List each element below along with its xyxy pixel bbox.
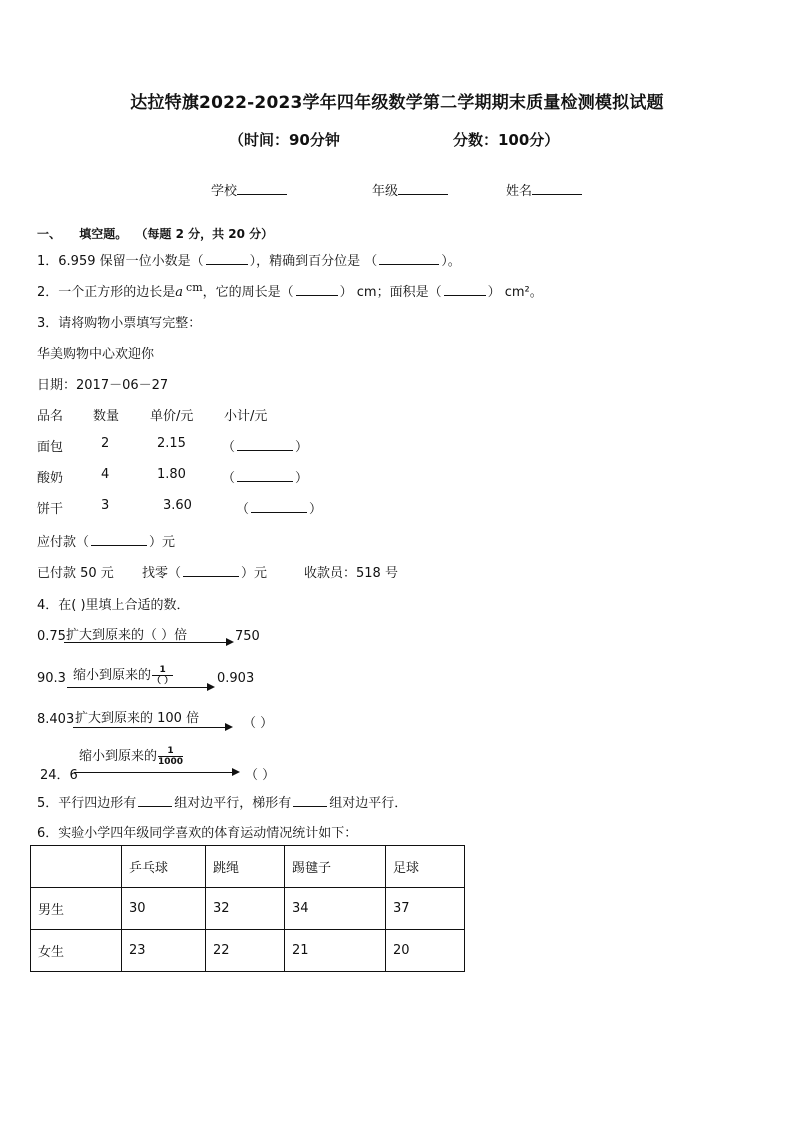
receipt-header-qty: 数量 [93,409,120,424]
section-title: 填空题。 [79,227,128,241]
q4-r4-from: 24．6 [40,768,78,783]
change-unit: ）元 [241,566,268,581]
sports-stats-table [30,845,465,972]
q2-text-a: 2．一个正方形的边长是 [37,285,176,300]
q4-r1-arrow [64,642,232,643]
table-header-cell: 跳绳 [206,846,285,888]
table-cell: 20 [386,930,465,972]
q4-prompt: 4．在( )里填上合适的数． [37,598,190,613]
receipt-subtotal-field[interactable]: （ ） [222,471,309,486]
q4-r3-to[interactable]: （ ） [243,716,274,731]
fraction-numerator: 1 [158,746,183,757]
q2-text-d: ） cm²。 [487,285,543,300]
receipt-subtotal-field[interactable]: （ ） [236,502,323,517]
receipt-change [142,562,267,581]
table-cell: 30 [122,888,206,930]
table-header-row [31,846,465,888]
q4-r1-to: 750 [235,629,260,644]
q3-prompt: 3．请将购物小票填写完整： [37,316,202,331]
receipt-subtotal-blank[interactable] [251,500,307,513]
receipt-cashier: 收款员：518 号 [304,566,398,581]
table-cell: 37 [386,888,465,930]
q4-r2-label-group [73,664,173,686]
receipt-header-subtotal: 小计/元 [224,409,268,424]
fraction-denominator: 1000 [158,757,184,767]
receipt-paid: 已付款 50 元 [37,566,114,581]
fraction-numerator: 1 [152,665,173,676]
table-cell: 22 [206,930,285,972]
receipt-item: 面包 [37,440,64,455]
payable-label: 应付款（ [37,535,90,550]
payable-blank[interactable] [91,533,147,546]
q2-blank-2[interactable] [444,283,486,296]
table-cell: 男生 [31,888,122,930]
receipt-price: 3.60 [163,498,192,513]
q1-blank-2[interactable] [379,252,439,265]
table-row [31,930,465,972]
table-header-cell [31,846,122,888]
grade-blank[interactable] [398,182,448,195]
receipt-payable [37,531,175,550]
section-number: 一、 [37,227,62,241]
q4-r2-fraction [152,665,173,686]
table-header-cell: 乒乓球 [122,846,206,888]
name-blank[interactable] [532,182,582,195]
table-header-cell: 踢毽子 [285,846,386,888]
q4-r1-label: 扩大到原来的（ ）倍 [66,628,188,643]
q5-text-a: 5．平行四边形有 [37,796,137,811]
q4-r1-from: 0.75 [37,629,66,644]
receipt-item: 酸奶 [37,471,64,486]
table-row [31,888,465,930]
section-note: （每题 2 分，共 20 分） [135,227,274,241]
exam-time: （时间：90分钟 [229,131,340,149]
q4-r3-arrow [73,727,231,728]
q5-blank-1[interactable] [138,794,172,807]
question-5 [37,792,407,811]
q1-blank-1[interactable] [206,252,248,265]
q6-prompt: 6．实验小学四年级同学喜欢的体育运动情况统计如下： [37,826,358,841]
receipt-price: 2.15 [157,436,186,451]
page-title: 达拉特旗2022-2023学年四年级数学第二学期期末质量检测模拟试题 [130,93,664,113]
receipt-qty: 3 [101,498,110,513]
q5-text-b: 组对边平行，梯形有 [174,796,292,811]
q4-r4-label: 缩小到原来的 [79,749,158,764]
table-cell: 21 [285,930,386,972]
question-1 [37,250,461,269]
grade-field[interactable] [372,180,448,199]
table-cell: 女生 [31,930,122,972]
q4-r4-fraction [158,746,183,767]
question-2 [37,281,543,300]
school-label: 学校 [211,184,238,199]
receipt-header-price: 单价/元 [150,409,194,424]
q4-r2-label: 缩小到原来的 [73,668,152,683]
q2-unit: cm [186,281,203,294]
receipt-header-item: 品名 [37,409,64,424]
table-header-cell: 足球 [386,846,465,888]
q4-r3-label: 扩大到原来的 100 倍 [75,711,200,726]
q2-variable: a [175,285,184,300]
q5-blank-2[interactable] [293,794,327,807]
change-label: 找零（ [142,566,182,581]
change-blank[interactable] [183,564,239,577]
fraction-denominator[interactable]: （ ） [152,676,174,686]
school-blank[interactable] [237,182,287,195]
receipt-subtotal-blank[interactable] [237,469,293,482]
table-cell: 23 [122,930,206,972]
q4-r4-label-group [79,745,183,767]
receipt-subtotal-blank[interactable] [237,438,293,451]
q1-text-c: ）。 [441,254,461,269]
q4-r4-arrow [74,772,238,773]
receipt-subtotal-field[interactable]: （ ） [222,440,309,455]
q2-text-c: ） cm；面积是（ [339,285,442,300]
q3-date: 日期：2017－06－27 [37,378,169,393]
q5-text-c: 组对边平行． [329,796,408,811]
receipt-item: 饼干 [37,502,64,517]
name-label: 姓名 [506,184,533,199]
table-cell: 34 [285,888,386,930]
school-field[interactable] [211,180,287,199]
receipt-price: 1.80 [157,467,186,482]
payable-unit: ）元 [149,535,176,550]
q2-blank-1[interactable] [296,283,338,296]
table-cell: 32 [206,888,285,930]
name-field[interactable] [506,180,582,199]
q4-r4-to[interactable]: （ ） [245,768,276,783]
q2-text-b: ，它的周长是（ [202,285,294,300]
receipt-qty: 2 [101,436,110,451]
receipt-qty: 4 [101,467,110,482]
q4-r2-from: 90.3 [37,671,66,686]
q4-r2-to: 0.903 [217,671,255,686]
q3-store-name: 华美购物中心欢迎你 [37,347,155,362]
q1-text-b: ），精确到百分位是 （ [249,254,378,269]
section-heading [37,225,273,242]
q1-text-a: 1．6.959 保留一位小数是（ [37,254,204,269]
grade-label: 年级 [372,184,399,199]
exam-score: 分数：100分） [453,131,560,149]
q4-r2-arrow [67,687,213,688]
q4-r3-from: 8.403 [37,712,75,727]
